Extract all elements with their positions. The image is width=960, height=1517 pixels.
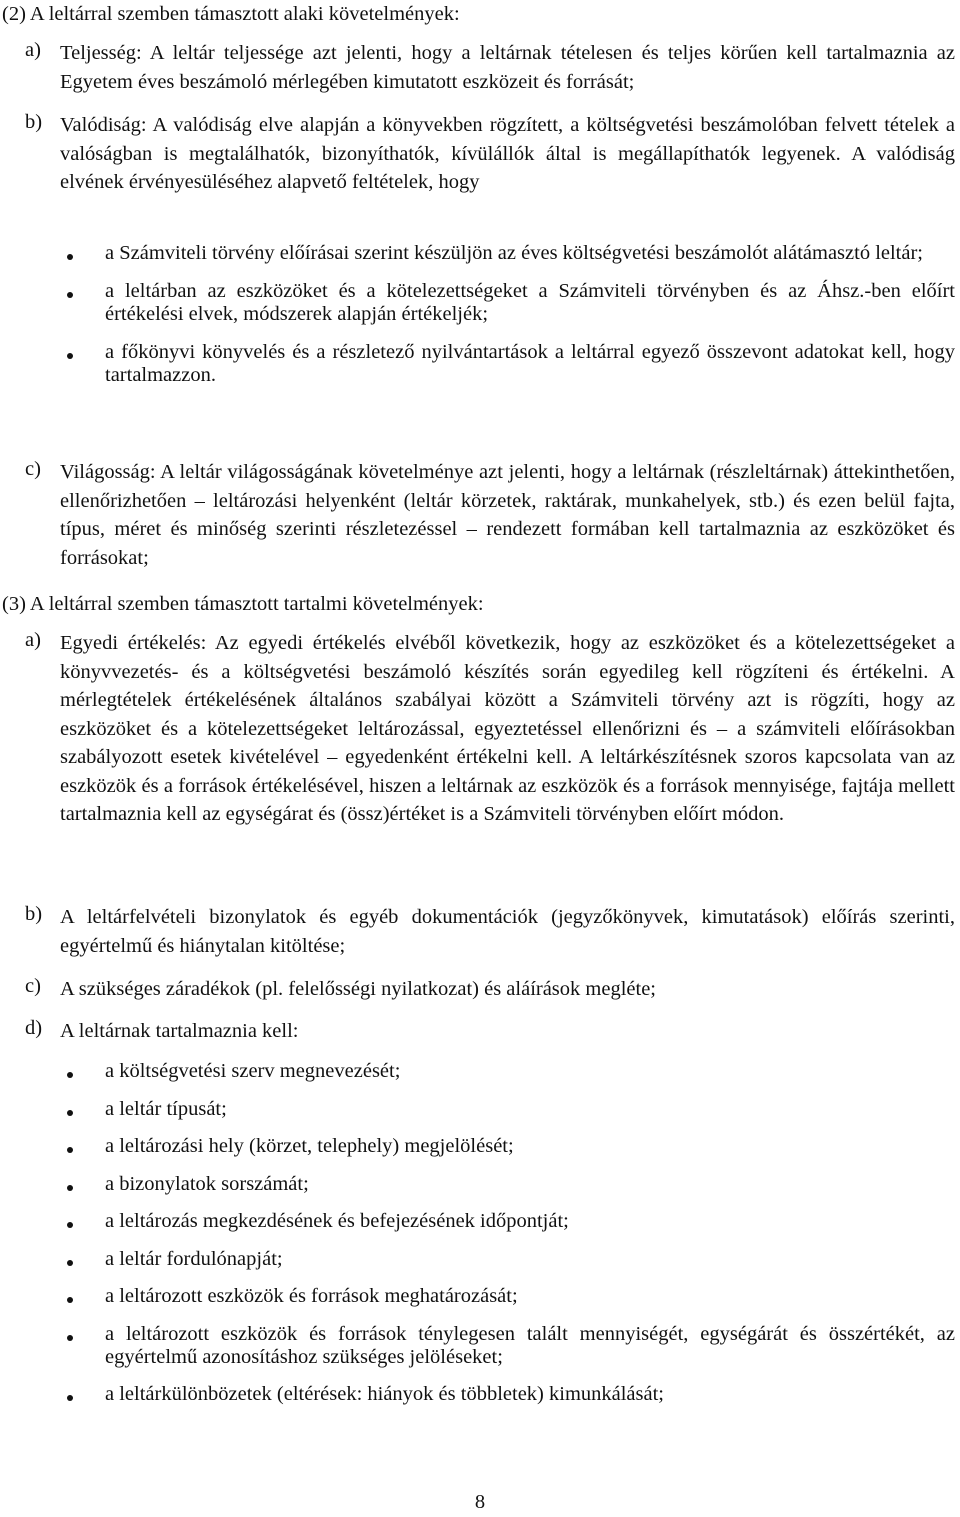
section-2-item-b (25, 111, 955, 197)
section-2-title: (2) A leltárral szemben támasztott alaki követelmények: (2, 3, 460, 25)
item-text: Teljesség: A leltár teljessége azt jelenti, hogy a leltárnak tételesen és teljes körűen kell tartalmaznia az Egyetem éves beszámoló mérlegében kimutatott eszközeit és forrását; (60, 42, 955, 93)
item-label: c) (25, 975, 41, 997)
page-number: 8 (474, 1491, 486, 1513)
item-label: b) (25, 111, 43, 133)
item-text: Valódiság: A valódiság elve alapján a könyvekben rögzített, a költségvetési beszámolóban felvett tételek a valóságban is megtalálhatók, bizonyíthatók, kívülállók által is megállapíthatók legyenek. A valódiság elvének érvényesüléséhez alapvető feltételek, hogy (60, 114, 955, 193)
item-label: a) (25, 629, 41, 651)
list-item: a leltár típusát; (62, 1098, 955, 1121)
list-item: a leltározási hely (körzet, telephely) megjelölését; (62, 1135, 955, 1158)
section-3-item-c (25, 975, 955, 1004)
list-item: a leltár fordulónapját; (62, 1248, 955, 1271)
list-item: a leltározott eszközök és források ténylegesen talált mennyiségét, egységárát és összértékét, az egyértelmű azonosításhoz szükséges jelöléseket; (62, 1323, 955, 1369)
list-item: a leltározott eszközök és források meghatározását; (62, 1285, 955, 1308)
section-3-item-a (25, 629, 955, 829)
list-item: a bizonylatok sorszámát; (62, 1173, 955, 1196)
item-text: A leltárnak tartalmaznia kell: (60, 1020, 299, 1042)
list-item: a leltárkülönbözetek (eltérések: hiányok és többletek) kimunkálását; (62, 1383, 955, 1406)
item-label: d) (25, 1017, 43, 1039)
item-text: Egyedi értékelés: Az egyedi értékelés elvéből következik, hogy az eszközöket és a kötelezettségeket a könyvvezetés- és a költségvetési beszámoló készítés során egyedileg kell rögzíteni és értékelni. A mérlegtételek értékelésének általános szabályai között a Számviteli törvény azt is rögzíti, hogy az eszközöket és a kötelezettségeket leltározással, egyeztetéssel ellenőrizni és – a számviteli előírásokban szabályozott esetek kivételével – egyedenként értékelni kell. A leltárkészítésnek szoros kapcsolata van az eszközök és a források értékelésével, hiszen a leltárnak az eszközök és a források mennyisége, fajtája mellett tartalmaznia kell az egységárat és (össz)értéket is a Számviteli törvényben előírt módon. (60, 632, 955, 825)
item-label: b) (25, 903, 43, 925)
item-label: c) (25, 458, 41, 480)
section-3-item-d (25, 1017, 955, 1046)
list-item: a leltározás megkezdésének és befejezésének időpontját; (62, 1210, 955, 1233)
item-label: a) (25, 39, 41, 61)
item-text: Világosság: A leltár világosságának követelménye azt jelenti, hogy a leltárnak (részleltárnak) áttekinthetően, ellenőrizhetően – leltározási helyenként (leltár körzetek, raktárak, munkahelyek, stb.) és ezen belül fajta, típus, méret és minőség szerinti részletezéssel – rendezett formában kell tartalmaznia az eszközöket és forrásokat; (60, 461, 955, 569)
section-3-item-b (25, 903, 955, 960)
list-item: a Számviteli törvény előírásai szerint készüljön az éves költségvetési beszámolót alátámasztó leltár; (62, 242, 955, 265)
item-text: A leltárfelvételi bizonylatok és egyéb dokumentációk (jegyzőkönyvek, kimutatások) előírás szerinti, egyértelmű és hiánytalan kitöltése; (60, 906, 955, 957)
list-item: a költségvetési szerv megnevezését; (62, 1060, 955, 1083)
item-text: A szükséges záradékok (pl. felelősségi nyilatkozat) és aláírások megléte; (60, 978, 656, 1000)
section-2-b-bullet-list (62, 242, 955, 387)
section-2-item-c (25, 458, 955, 572)
section-3-title: (3) A leltárral szemben támasztott tartalmi követelmények: (2, 593, 484, 615)
list-item: a főkönyvi könyvelés és a részletező nyilvántartások a leltárral egyező összevont adatokat kell, hogy tartalmazzon. (62, 341, 955, 387)
section-2-item-a (25, 39, 955, 96)
section-3-d-bullet-list (62, 1060, 955, 1406)
list-item: a leltárban az eszközöket és a kötelezettségeket a Számviteli törvényben és az Áhsz.-ben előírt értékelési elvek, módszerek alapján értékeljék; (62, 280, 955, 326)
